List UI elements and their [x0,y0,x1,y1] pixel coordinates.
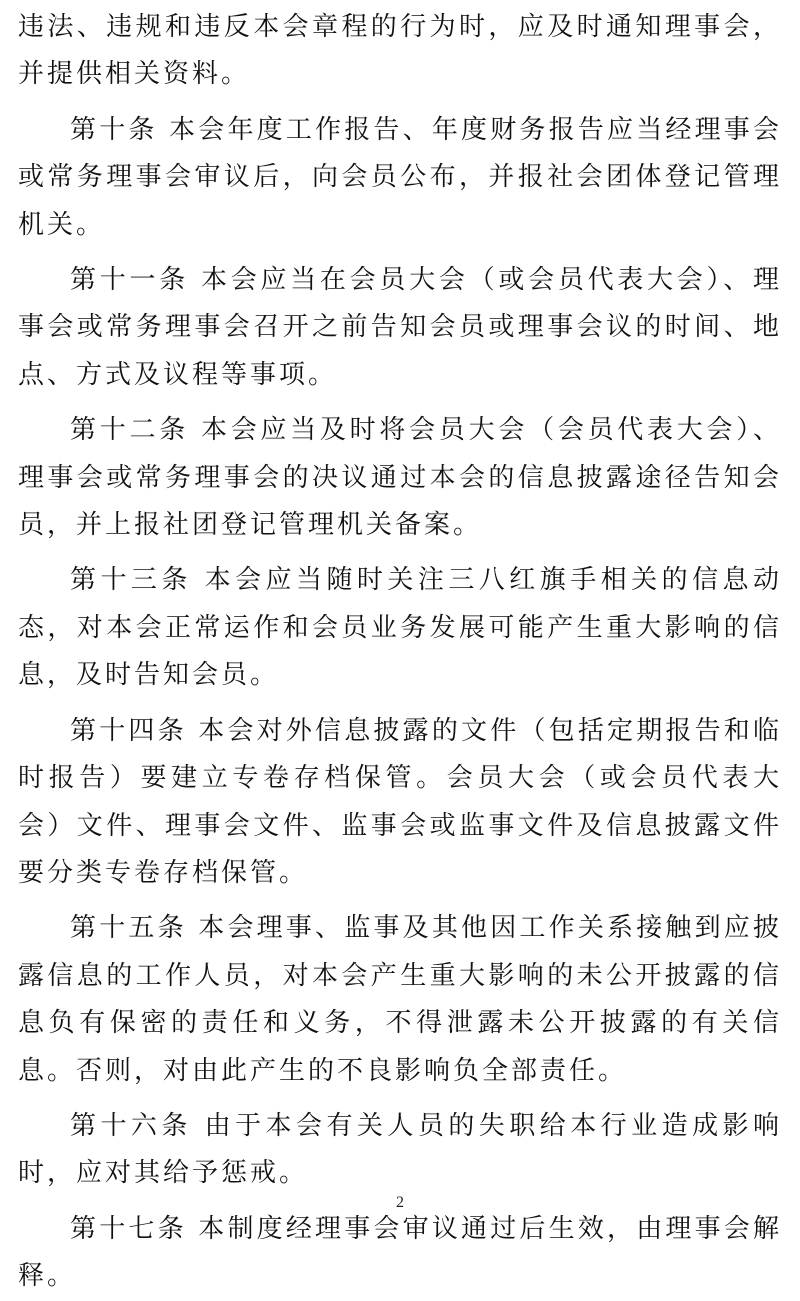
document-page [18,4,782,1301]
article-10: 第十条 本会年度工作报告、年度财务报告应当经理事会或常务理事会审议后，向会员公布，并报社会团体登记管理机关。 [18,114,782,240]
article-17: 第十七条 本制度经理事会审议通过后生效，由理事会解释。 [18,1213,782,1292]
article-13: 第十三条 本会应当随时关注三八红旗手相关的信息动态，对本会正常运作和会员业务发展可能产生重大影响的信息，及时告知会员。 [18,565,782,691]
article-11: 第十一条 本会应当在会员大会（或会员代表大会）、理事会或常务理事会召开之前告知会员或理事会议的时间、地点、方式及议程等事项。 [18,265,782,390]
paragraph-continuation: 违法、违规和违反本会章程的行为时，应及时通知理事会，并提供相关资料。 [18,12,782,90]
article-12: 第十二条 本会应当及时将会员大会（会员代表大会）、理事会或常务理事会的决议通过本会的信息披露途径告知会员，并上报社团登记管理机关备案。 [18,415,782,541]
article-16: 第十六条 由于本会有关人员的失职给本行业造成影响时，应对其给予惩戒。 [18,1110,782,1189]
page-number: 2 [396,1194,404,1211]
article-15: 第十五条 本会理事、监事及其他因工作关系接触到应披露信息的工作人员，对本会产生重大影响的未公开披露的信息负有保密的责任和义务，不得泄露未公开披露的有关信息。否则，对由此产生的不良影响负全部责任。 [18,913,782,1086]
article-14: 第十四条 本会对外信息披露的文件（包括定期报告和临时报告）要建立专卷存档保管。会员大会（或会员代表大会）文件、理事会文件、监事会或监事文件及信息披露文件要分类专卷存档保管。 [18,715,782,888]
